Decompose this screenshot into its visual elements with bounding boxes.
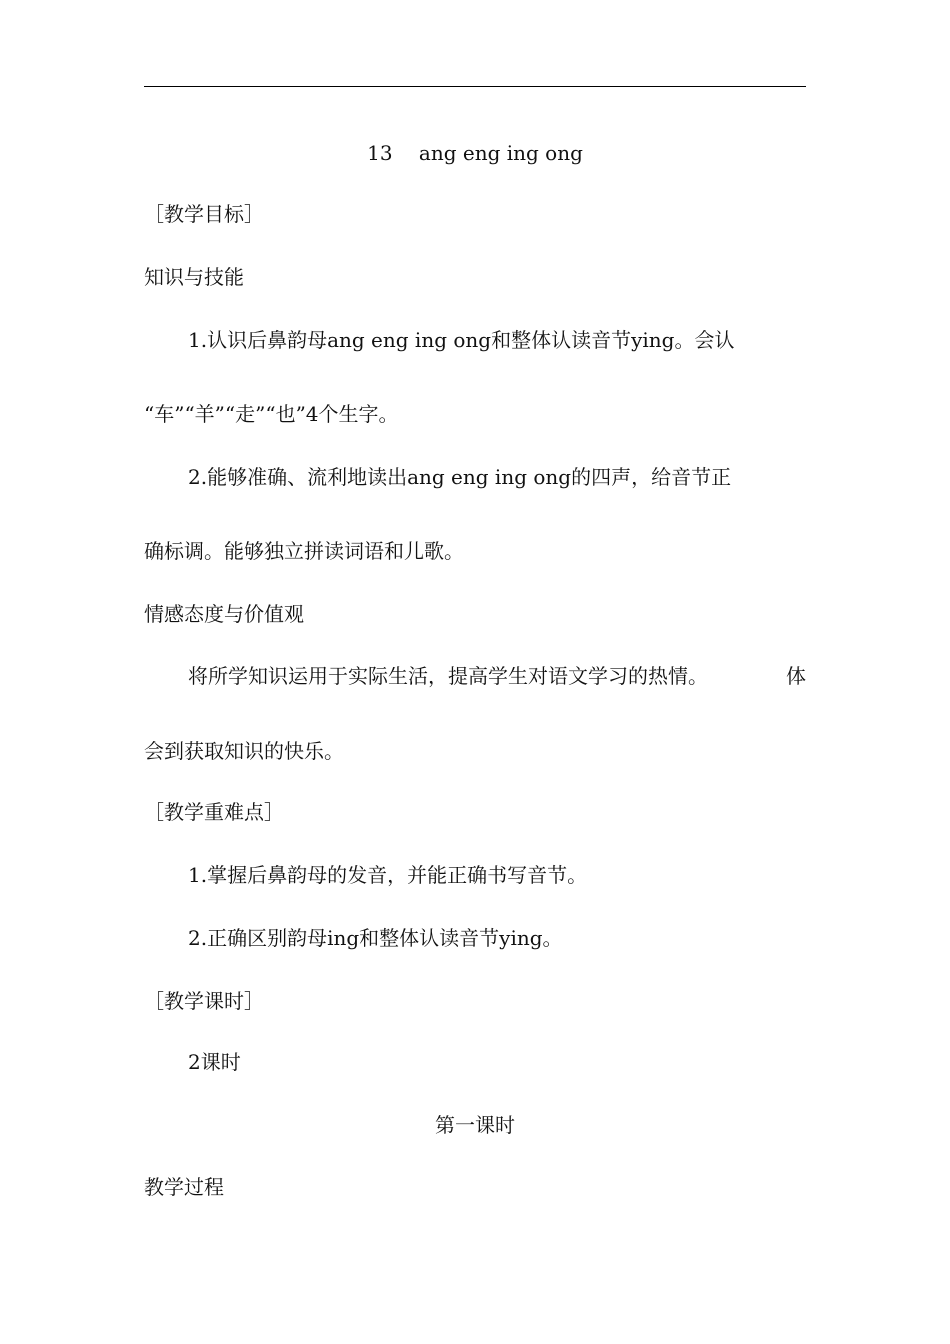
teaching-process-heading: 教学过程: [144, 1175, 224, 1199]
emotion-paragraph-line-2: 会到获取知识的快乐。: [144, 739, 344, 763]
first-period-heading: 第一课时: [435, 1113, 515, 1137]
objective-item-1-line-1: 1.认识后鼻韵母ang eng ing ong和整体认读音节ying。会认: [188, 328, 735, 352]
periods-value: 2课时: [188, 1050, 241, 1074]
key-point-2: 2.正确区别韵母ing和整体认读音节ying。: [188, 926, 563, 950]
header-rule: [144, 86, 806, 87]
objective-item-2-line-2: 确标调。能够独立拼读词语和儿歌。: [144, 539, 464, 563]
emotion-paragraph-tail: 体: [786, 664, 806, 688]
emotion-paragraph-line-1: [188, 662, 806, 690]
emotion-paragraph-text: 将所学知识运用于实际生活，提高学生对语文学习的热情。: [188, 664, 708, 688]
key-point-1: 1.掌握后鼻韵母的发音，并能正确书写音节。: [188, 863, 588, 887]
section-heading-periods: ［教学课时］: [144, 989, 264, 1013]
section-heading-objectives: ［教学目标］: [144, 202, 264, 226]
objective-item-1-line-2: “车”“羊”“走”“也”4个生字。: [144, 402, 399, 426]
objective-item-2-line-1: 2.能够准确、流利地读出ang eng ing ong的四声，给音节正: [188, 465, 732, 489]
section-heading-key-points: ［教学重难点］: [144, 800, 284, 824]
subheading-emotion-values: 情感态度与价值观: [144, 602, 304, 626]
subheading-knowledge-skills: 知识与技能: [144, 265, 244, 289]
lesson-title: 13 ang eng ing ong: [367, 141, 583, 165]
